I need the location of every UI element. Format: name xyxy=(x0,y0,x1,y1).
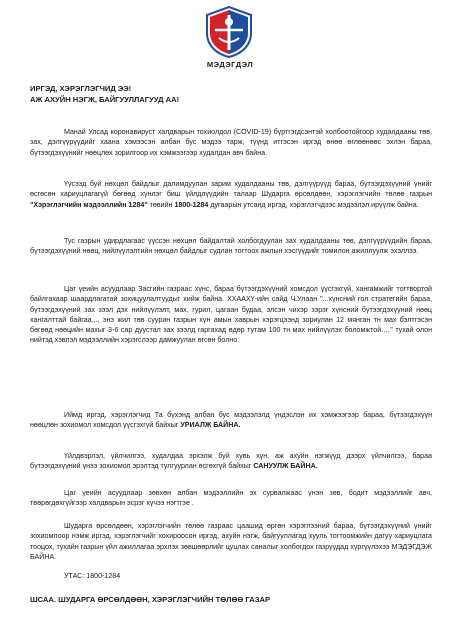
paragraph-5-text: Иймд иргэд, хэрэглэгчид Та бүхэнд албан бус мэдээлэлд үндэслэн их хэмжээгээр бараа, бүтээгдэхүүн нөөцлөн зохиомол хомсдол үүсгэхгүй байхыг xyxy=(30,411,432,430)
paragraph-6 xyxy=(30,451,432,472)
paragraph-4: Цаг үеийн асуудлаар Засгийн газраас хүнс, бараа бүтээгдэхүүний хомсдол үүсгэхгүй, хангамжийг тогтвортой байлгахаар шаардлагатай зохицуулалтуудыг хийж байна. ХХААХҮ-ийн сайд Ч.Улаан "...хүнсний гол стратегийн бараа, бүтээгдэхүүний зах зээл дэх нийлүүлэлт, мах, гурил, цагаан будаа, элсэн чихэр зэрэг хүнсний бүтээгдэхүүний нөөц хангалттай байгаа..., энэ жил төв суурин газрын хүн амын хаврын хэрэгцээнд зориулан 12 мянган тн мах бэлтгэсэн бөгөөд нөөцийн махыг 3-6 сар дуустал зах зээлд гаргахад өдөр тутам 100 тн мах нийлүүлэх боломжтой.…" тухай олон нийтэд хэвлэл мэдээллийн хэрэгслээр дамжуулан өгсөн болно. xyxy=(30,285,432,345)
notice-title: МЭДЭГДЭЛ xyxy=(206,60,254,69)
contact-phone: УТАС: 1800-1284 xyxy=(64,572,121,580)
signature: ШСАА. ШУДАРГА ӨРСӨЛДӨӨН, ХЭРЭГЛЭГЧИЙН ТӨЛӨӨ ГАЗАР xyxy=(30,595,271,604)
greeting-line-businesses: АЖ АХУЙН НЭГЖ, БАЙГУУЛЛАГУУД АА! xyxy=(30,95,180,104)
greeting-line-citizens: ИРГЭД, ХЭРЭГЛЭГЧИД ЭЭ! xyxy=(30,84,132,93)
agency-emblem-icon xyxy=(205,6,253,58)
paragraph-2-text-b: төвийн xyxy=(147,200,175,209)
greeting xyxy=(30,83,179,105)
paragraph-7: Цаг үеийн асуудлаар зөвхөн албан мэдээллийн эх сурвалжаас үнэн зөв, бодит мэдээллийг авч, төөрөгдөхгүйгээр халдварын эсрэг хүчээ нэгтгэе . xyxy=(30,489,432,508)
appeal-phrase: УРИАЛЖ БАЙНА. xyxy=(180,421,241,430)
hotline-number: 1800-1284 xyxy=(174,200,209,209)
paragraph-6-text: Үйлдвэрлэл, үйлчилгээ, худалдаа эрхэлж буй хувь хүн, аж ахуйн нэгжүүд дээрх үйлчилгээ, бараа бүтээгдэхүүний үнээ зохиомол эрэлтэд тулгуурлан өсгөхгүй байхыг xyxy=(30,452,432,471)
paragraph-2-text-c: дугаарын утсанд иргэд, хэрэглэгчдээс мэдээлэл ирүүлж байна. xyxy=(208,200,419,209)
paragraph-5 xyxy=(30,410,432,431)
warning-phrase: САНУУЛЖ БАЙНА. xyxy=(253,462,318,471)
paragraph-8: Шударга өрсөлдөөн, хэрэглэгчийн төлөө газраас цаашид өргөн хэрэглээний бараа, бүтээгдэхүүний үнийг зохиомлоор нэмж иргэд, хэрэглэгчийг хохироосон иргэд, ахуйн нэгж, байгууллагад хууль тогтоомжийн дагуу хариуцлага тооцох, тухайн газрын үйл ажиллагаа эрхлэх зөвшөөрлийг цуцлах саналыг холбогдох газруудад хүргүүлэхээ МЭДЭГДЭЖ БАЙНА. xyxy=(30,522,432,561)
paragraph-3: Тус газрын удирдлагаас үүссэн нөхцөл байдалтай холбогдуулан зах худалдааны төв, дэлгүүрүүдийн бараа, бүтээгдэхүүний нөөц, нийлүүлэлтийн нөхцөл байдлыг судлан тогтоох ажлын хэсгүүдийг томилон ажиллуулж эхэллээ. xyxy=(30,237,432,256)
paragraph-2-text-a: Үүсээд буй нөхцөл байдлыг далимдуулан зарим худалдааны төв, дэлгүүрүүд бараа, бүтээгдэхүүний үнийг өсгөсөн хариуцлагагүй бөгөөд хүнлэг биш үйлдлүүдийн талаар Шударга өрсөлдөөн, хэрэглэгчийн төлөө газрын xyxy=(30,180,432,199)
paragraph-1: Манай Улсад коронавируст халдварын тохиолдол (COVID-19) бүртгэгдсэнтэй холбоотойгоор худалдааны төв, зах, дэлгүүрүүдийг хаана хэмээсэн албан бус мэдээ тарж, түүнд итгэсэн иргэд өнөө өглөөнөөс эхлэн бараа, бүтээгдэхүүнийг нөөцлөх зорилгоор их хэмжээгээр худалдан авч байна. xyxy=(30,128,432,157)
hotline-center-name: "Хэрэглэгчийн мэдээллийн 1284" xyxy=(30,200,148,209)
paragraph-2 xyxy=(30,179,432,210)
